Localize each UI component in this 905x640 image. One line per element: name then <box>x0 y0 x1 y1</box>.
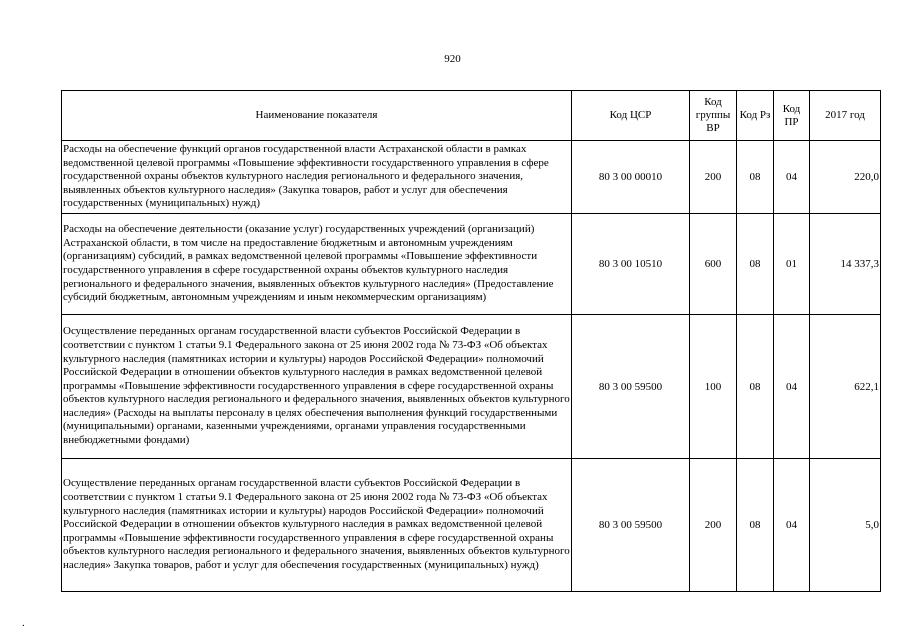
row-name: Расходы на обеспечение деятельности (оказание услуг) государственных учреждений (организаций) Астраханской области, в том числе на предоставление бюджетным и автономным учреждениям (организациям) субсидий, в рамках ведомственной целевой программы «Повышение эффективности государственного управления в сфере государственной охраны объектов культурного наследия регионального и федерального значения, выявленных объектов культурного наследия» (Предоставление субсидий бюджетным, автономным учреждениям и иным некоммерческим организациям) <box>62 214 572 315</box>
row-vr-code: 200 <box>690 459 737 592</box>
row-rz-code: 08 <box>737 459 774 592</box>
scan-speck: . <box>22 617 25 629</box>
header-year: 2017 год <box>810 91 881 141</box>
page-number: 920 <box>444 53 461 65</box>
row-pr-code: 04 <box>774 141 810 214</box>
table-header-row <box>62 91 881 141</box>
header-vr-group-code: Код группы ВР <box>690 91 737 141</box>
table-row <box>62 315 881 459</box>
row-rz-code: 08 <box>737 141 774 214</box>
budget-table <box>61 90 881 592</box>
table-row <box>62 141 881 214</box>
row-vr-code: 100 <box>690 315 737 459</box>
row-amount: 622,1 <box>810 315 881 459</box>
row-rz-code: 08 <box>737 214 774 315</box>
header-csr-code: Код ЦСР <box>572 91 690 141</box>
row-pr-code: 04 <box>774 315 810 459</box>
row-csr-code: 80 3 00 59500 <box>572 315 690 459</box>
table-row <box>62 214 881 315</box>
header-rz-code: Код Рз <box>737 91 774 141</box>
row-csr-code: 80 3 00 00010 <box>572 141 690 214</box>
row-vr-code: 600 <box>690 214 737 315</box>
row-rz-code: 08 <box>737 315 774 459</box>
row-amount: 220,0 <box>810 141 881 214</box>
row-name: Расходы на обеспечение функций органов государственной власти Астраханской области в рамках ведомственной целевой программы «Повышение эффективности государственного управления в сфере государственной охраны объектов культурного наследия регионального и федерального значения, выявленных объектов культурного наследия» (Закупка товаров, работ и услуг для обеспечения государственных (муниципальных) нужд) <box>62 141 572 214</box>
row-amount: 14 337,3 <box>810 214 881 315</box>
row-name: Осуществление переданных органам государственной власти субъектов Российской Федерации в соответствии с пунктом 1 статьи 9.1 Федерального закона от 25 июня 2002 года № 73-ФЗ «Об объектах культурного наследия (памятниках истории и культуры) народов Российской Федерации» полномочий Российской Федерации в отношении объектов культурного наследия в рамках ведомственной целевой программы «Повышение эффективности государственного управления в сфере государственной охраны объектов культурного наследия регионального и федерального значения, выявленных объектов культурного наследия» Закупка товаров, работ и услуг для обеспечения государственных (муниципальных) нужд) <box>62 459 572 592</box>
header-name: Наименование показателя <box>62 91 572 141</box>
table-row <box>62 459 881 592</box>
header-pr-code: Код ПР <box>774 91 810 141</box>
row-pr-code: 04 <box>774 459 810 592</box>
row-name: Осуществление переданных органам государственной власти субъектов Российской Федерации в соответствии с пунктом 1 статьи 9.1 Федерального закона от 25 июня 2002 года № 73-ФЗ «Об объектах культурного наследия (памятниках истории и культуры) народов Российской Федерации» полномочий Российской Федерации в отношении объектов культурного наследия в рамках ведомственной целевой программы «Повышение эффективности государственного управления в сфере государственной охраны объектов культурного наследия регионального и федерального значения, выявленных объектов культурного наследия» (Расходы на выплаты персоналу в целях обеспечения выполнения функций государственными (муниципальными) органами, казенными учреждениями, органами управления государственными внебюджетными фондами) <box>62 315 572 459</box>
row-amount: 5,0 <box>810 459 881 592</box>
row-pr-code: 01 <box>774 214 810 315</box>
row-csr-code: 80 3 00 10510 <box>572 214 690 315</box>
row-csr-code: 80 3 00 59500 <box>572 459 690 592</box>
row-vr-code: 200 <box>690 141 737 214</box>
